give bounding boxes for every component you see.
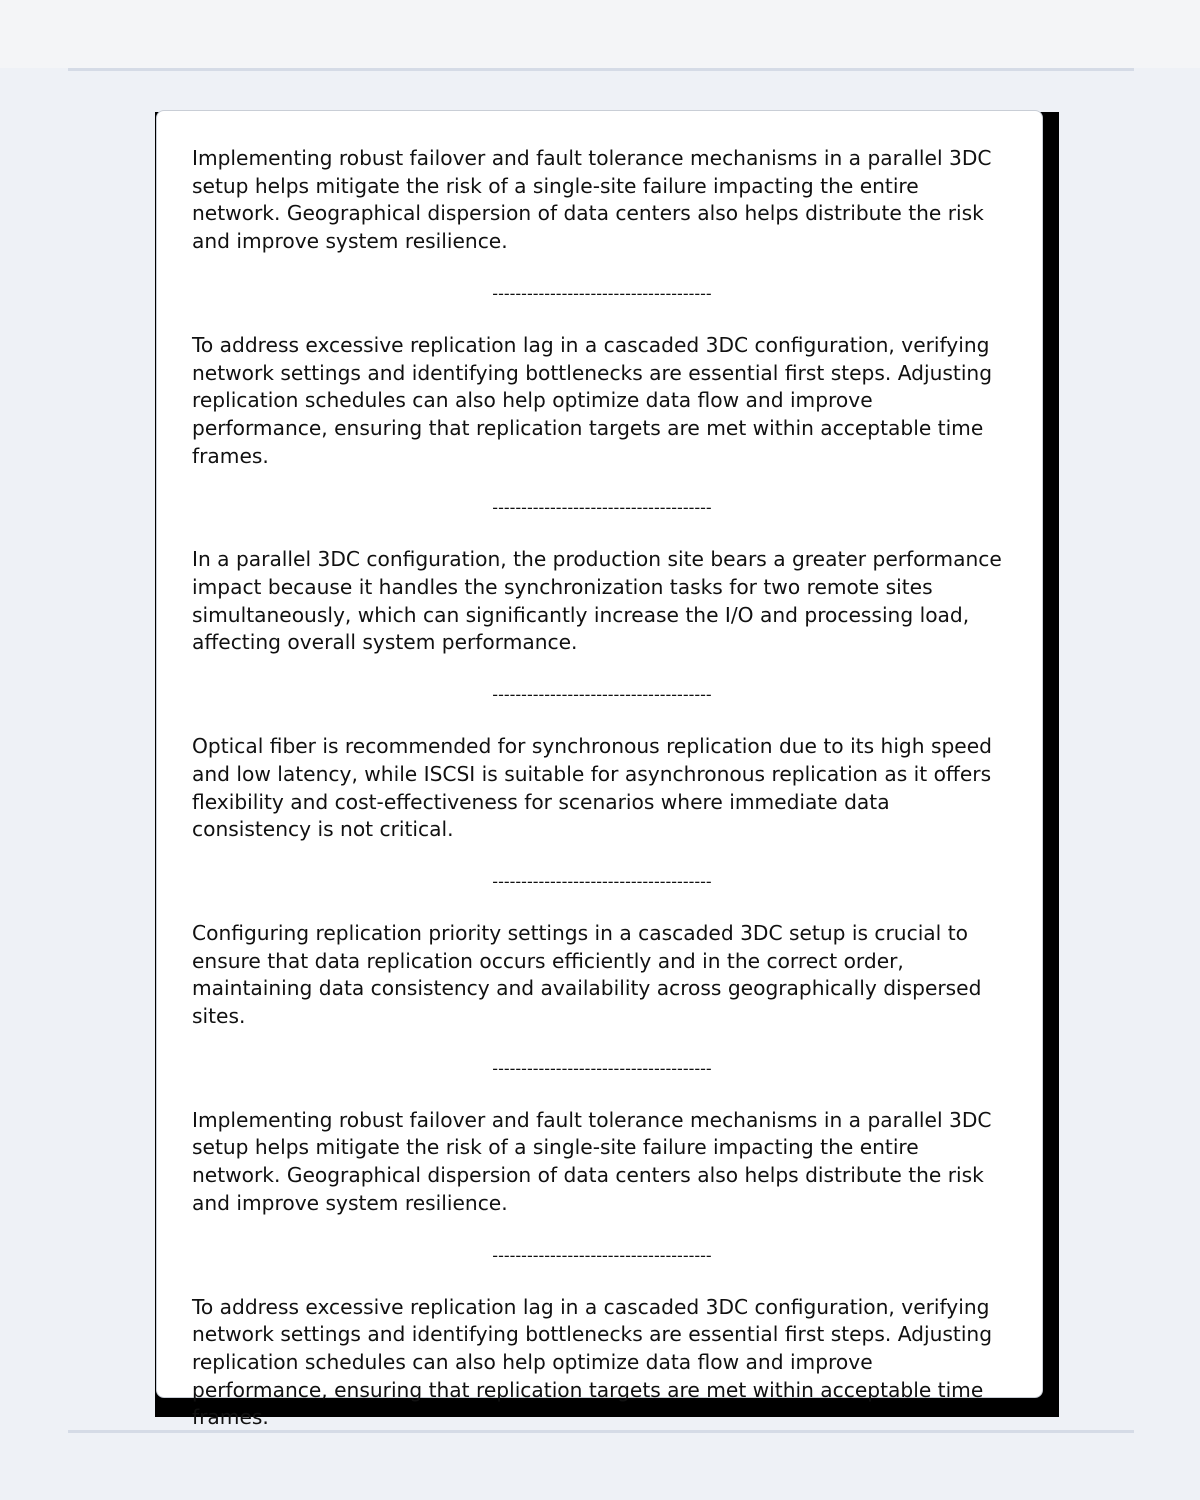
separator-1: -------------------------------------- [492, 283, 712, 303]
top-bar [0, 0, 1200, 68]
separator-4: -------------------------------------- [492, 871, 712, 891]
separator-6: -------------------------------------- [492, 1245, 712, 1265]
paragraph-5: Configuring replication priority settings in a cascaded 3DC setup is crucial to ensure that data replication occurs efficiently and in the correct order, maintaining data consistency and availability across geographically dispersed sites. [192, 920, 982, 1029]
paragraph-6: Implementing robust failover and fault tolerance mechanisms in a parallel 3DC setup helps mitigate the risk of a single-site failure impacting the entire network. Geographical dispersion of data centers also helps distribute the risk and improve system resilience. [192, 1107, 992, 1215]
paragraph-1: Implementing robust failover and fault tolerance mechanisms in a parallel 3DC setup helps mitigate the risk of a single-site failure impacting the entire network. Geographical dispersion of data centers also helps distribute the risk and improve system resilience. [192, 146, 992, 254]
document-card [156, 110, 1043, 1430]
separator-2: -------------------------------------- [492, 498, 712, 518]
separator-3: -------------------------------------- [492, 685, 712, 705]
separator-5: -------------------------------------- [492, 1058, 712, 1078]
paragraph-7: To address excessive replication lag in a cascaded 3DC configuration, verifying network settings and identifying bottlenecks are essential first steps. Adjusting replication schedules can also help optimize data flow and improve performance, ensuring that replication targets are met within acceptable time frames. [192, 1294, 993, 1430]
paragraph-4: Optical fiber is recommended for synchronous replication due to its high speed and low latency, while ISCSI is suitable for asynchronous replication as it offers flexibility and cost-effectiveness for scenarios where immediate data consistency is not critical. [192, 734, 992, 842]
bottom-divider [68, 1430, 1134, 1433]
top-divider [68, 68, 1134, 71]
paragraph-3: In a parallel 3DC configuration, the production site bears a greater performance impact because it handles the synchronization tasks for two remote sites simultaneously, which can significantly increase the I/O and processing load, affecting overall system performance. [192, 547, 1002, 655]
paragraph-2: To address excessive replication lag in a cascaded 3DC configuration, verifying network settings and identifying bottlenecks are essential first steps. Adjusting replication schedules can also help optimize data flow and improve performance, ensuring that replication targets are met within acceptable time frames. [192, 332, 993, 468]
